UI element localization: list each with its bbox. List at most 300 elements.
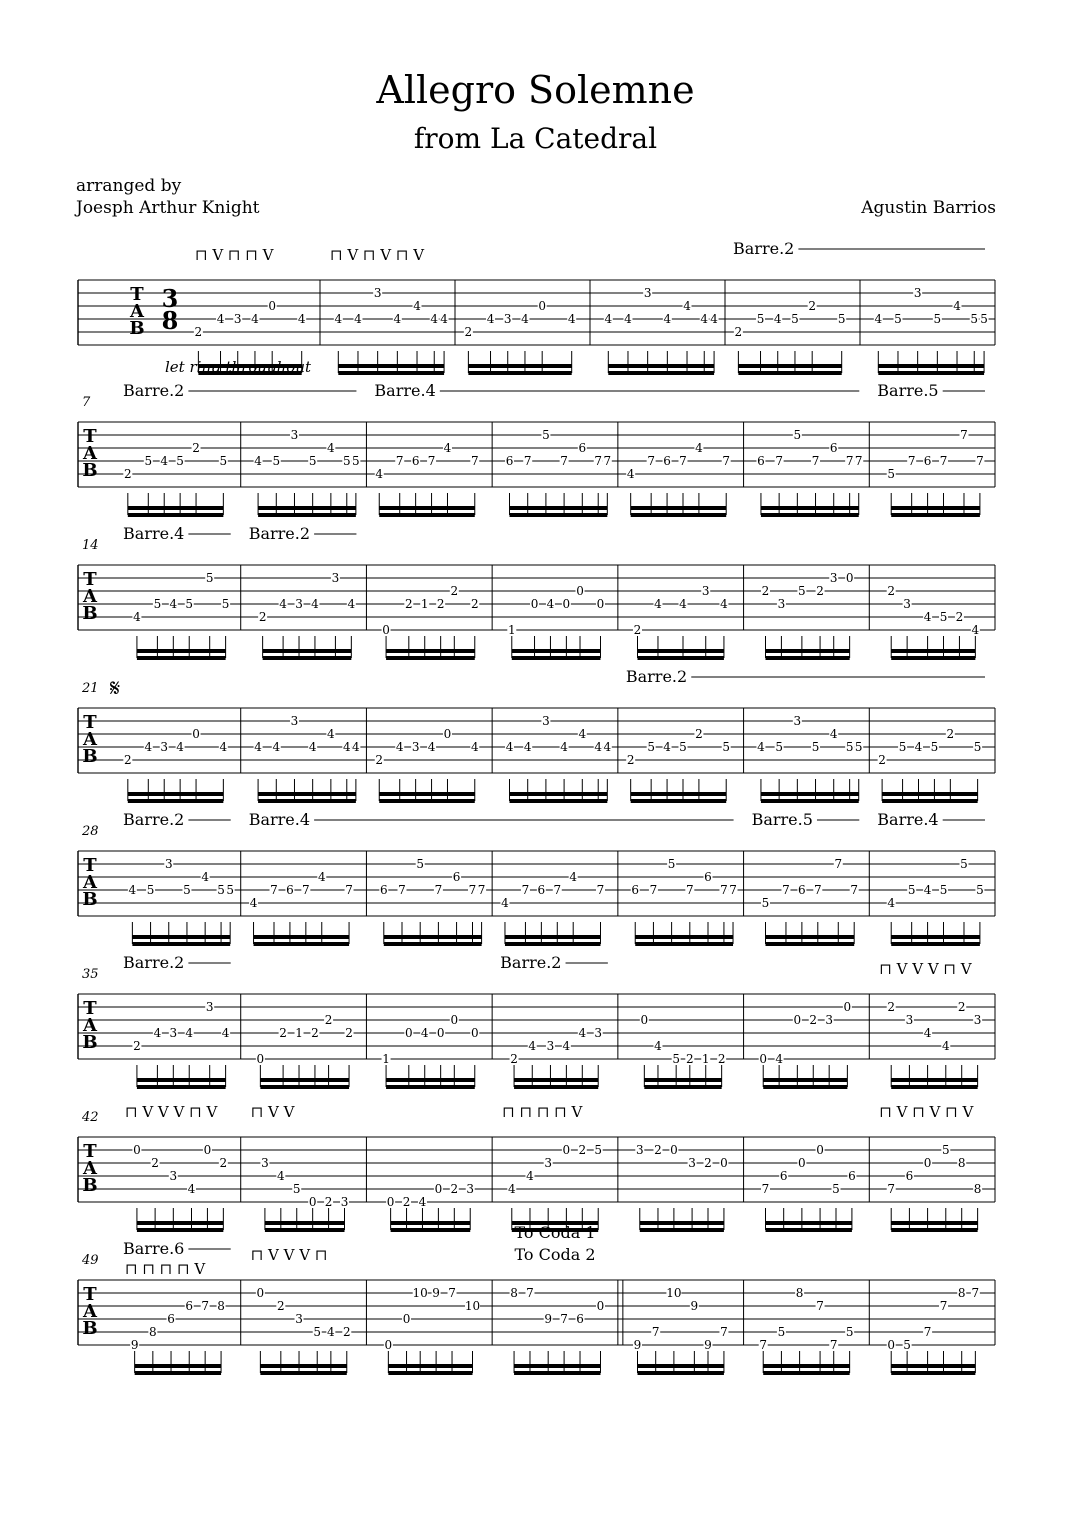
fret-number: 5 <box>793 428 802 442</box>
fret-number: 4 <box>626 467 635 481</box>
fret-number: 4 <box>695 441 703 455</box>
fret-number: 5 <box>416 857 425 871</box>
tab-clef-letter: A <box>83 586 97 607</box>
fret-number: 0 <box>798 1156 806 1170</box>
fret-number: 3 <box>825 1013 833 1027</box>
tab-measure <box>464 280 590 373</box>
tab-measure <box>878 708 995 801</box>
fret-number: 4 <box>773 312 782 326</box>
fret-number: 8 <box>217 1299 225 1313</box>
tab-measure <box>386 1137 492 1230</box>
fret-number: 1 <box>701 1052 710 1066</box>
fret-number: 5 <box>898 740 907 754</box>
barre-label: Barre.2 <box>123 381 185 400</box>
time-signature-top: 3 <box>161 284 179 313</box>
fret-number: 7 <box>603 454 612 468</box>
fret-number: 6 <box>576 1312 584 1326</box>
fret-number: 2 <box>761 584 770 598</box>
fret-number: 6 <box>578 441 587 455</box>
tab-measure <box>254 708 367 801</box>
measure-number: 35 <box>82 967 99 982</box>
tab-measure <box>125 1103 241 1230</box>
fret-number: 8 <box>973 1182 982 1196</box>
fret-number: 4 <box>413 299 421 313</box>
fret-number: 2 <box>654 1143 662 1157</box>
fret-number: 4 <box>354 312 362 326</box>
tab-measure <box>635 1137 743 1230</box>
fret-number: 0 <box>436 1026 445 1040</box>
fret-number: 5 <box>960 857 968 871</box>
fret-number: 2 <box>510 1052 518 1066</box>
fret-number: 4 <box>523 740 532 754</box>
fret-number: 4 <box>327 1325 335 1339</box>
fret-number: 3 <box>331 571 340 585</box>
tab-measure <box>759 1280 870 1373</box>
tab-measure <box>251 1103 367 1230</box>
tab-clef-letter: T <box>83 712 97 733</box>
tab-clef-letter: B <box>82 746 98 767</box>
tab-clef-letter: B <box>82 889 98 910</box>
fret-number: 10 <box>412 1286 428 1300</box>
fret-number: 7 <box>395 454 404 468</box>
tab-measure <box>604 280 725 373</box>
fret-number: 7 <box>685 883 694 897</box>
tab-measure <box>375 708 492 801</box>
fret-number: 7 <box>553 883 562 897</box>
fret-number: 4 <box>560 740 568 754</box>
fret-number: 7 <box>477 883 486 897</box>
fret-number: 5 <box>221 597 230 611</box>
tab-measure <box>631 851 744 944</box>
fret-number: 4 <box>144 740 153 754</box>
fret-number: 3 <box>594 1026 603 1040</box>
fret-number: 5 <box>176 454 184 468</box>
coda-marking: To Coda 1 <box>514 1223 596 1242</box>
barre-label: Barre.2 <box>500 953 562 972</box>
fret-number: 10 <box>464 1299 481 1313</box>
fret-number: 3 <box>373 286 382 300</box>
fret-number: 0 <box>268 299 277 313</box>
tab-measure <box>256 994 367 1087</box>
fret-number: 4 <box>775 1052 783 1066</box>
fret-number: 4 <box>710 312 718 326</box>
fret-number: 2 <box>219 1156 228 1170</box>
fret-number: 4 <box>874 312 883 326</box>
fret-number: 2 <box>704 1156 712 1170</box>
fret-number: 5 <box>756 312 765 326</box>
fret-number: 2 <box>734 325 743 339</box>
fret-number: 2 <box>192 441 200 455</box>
fret-number: 5 <box>672 1052 680 1066</box>
tab-measure <box>382 565 493 658</box>
fret-number: 4 <box>395 740 404 754</box>
fret-number: 9 <box>544 1312 552 1326</box>
fret-number: 0 <box>887 1338 896 1352</box>
tab-clef-letter: T <box>83 855 97 876</box>
fret-number: 7 <box>759 1338 768 1352</box>
fret-number: 2 <box>450 1182 459 1196</box>
barre-label: Barre.4 <box>374 381 436 400</box>
fret-number: 4 <box>128 883 137 897</box>
fret-number: 6 <box>757 454 765 468</box>
fret-number: 5 <box>907 883 916 897</box>
tab-clef-letter: A <box>83 872 97 893</box>
fret-number: 5 <box>292 1182 301 1196</box>
fret-number: 7 <box>907 454 916 468</box>
fret-number: 3 <box>643 286 652 300</box>
fret-number: 4 <box>603 740 612 754</box>
fret-number: 0 <box>256 1052 265 1066</box>
tab-clef-letter: T <box>83 426 97 447</box>
fret-number: 4 <box>153 1026 162 1040</box>
pick-stroke-marks: ⊓ V ⊓ V ⊓ V <box>330 246 425 264</box>
fret-number: 7 <box>434 883 443 897</box>
fret-number: 3 <box>233 312 242 326</box>
barre-label: Barre.2 <box>733 239 795 258</box>
fret-number: 6 <box>631 883 640 897</box>
fret-number: 5 <box>342 454 351 468</box>
fret-number: 6 <box>185 1299 194 1313</box>
fret-number: 4 <box>594 740 603 754</box>
fret-number: 7 <box>761 1182 770 1196</box>
fret-number: 4 <box>663 740 671 754</box>
fret-number: 5 <box>845 740 854 754</box>
fret-number: 4 <box>201 870 209 884</box>
fret-number: 7 <box>729 883 737 897</box>
fret-number: 7 <box>939 454 948 468</box>
tab-measure <box>379 851 492 944</box>
tab-measure <box>633 1280 744 1373</box>
fret-number: 5 <box>183 883 191 897</box>
fret-number: 9 <box>633 1338 642 1352</box>
tab-clef-letter: A <box>83 443 97 464</box>
barre-label: Barre.5 <box>751 810 813 829</box>
page-subtitle: from La Catedral <box>413 122 658 155</box>
fret-number: 7 <box>939 1299 948 1313</box>
fret-number: 3 <box>542 714 550 728</box>
fret-number: 4 <box>624 312 632 326</box>
fret-number: 4 <box>169 597 178 611</box>
tab-measure <box>505 708 618 801</box>
fret-number: 4 <box>567 312 576 326</box>
fret-number: 6 <box>779 1169 788 1183</box>
fret-number: 2 <box>626 753 635 767</box>
fret-number: 2 <box>957 1000 966 1014</box>
fret-number: 0 <box>203 1143 212 1157</box>
fret-number: 7 <box>649 883 658 897</box>
fret-number: 3 <box>688 1156 696 1170</box>
fret-number: 7 <box>560 1312 568 1326</box>
fret-number: 2 <box>279 1026 287 1040</box>
tab-measure <box>194 246 320 373</box>
fret-number: 4 <box>311 597 319 611</box>
barre-label: Barre.4 <box>877 810 939 829</box>
fret-number: 0 <box>845 571 854 585</box>
fret-number: 5 <box>939 610 948 624</box>
fret-number: 3 <box>290 714 299 728</box>
fret-number: 2 <box>878 753 886 767</box>
fret-number: 0 <box>443 727 452 741</box>
fret-number: 4 <box>418 1195 427 1209</box>
fret-number: 2 <box>717 1052 726 1066</box>
fret-number: 2 <box>404 597 413 611</box>
fret-number: 2 <box>809 1013 818 1027</box>
fret-number: 5 <box>845 1325 854 1339</box>
fret-number: 7 <box>596 883 605 897</box>
tab-clef-letter: T <box>83 1284 97 1305</box>
fret-number: 6 <box>905 1169 914 1183</box>
tab-system <box>78 524 995 658</box>
fret-number: 7 <box>923 1325 932 1339</box>
barre-label: Barre.2 <box>123 953 185 972</box>
fret-number: 7 <box>468 883 477 897</box>
fret-number: 10 <box>666 1286 682 1300</box>
fret-number: 2 <box>450 584 459 598</box>
fret-number: 5 <box>647 740 655 754</box>
fret-number: 7 <box>829 1338 838 1352</box>
fret-number: 0 <box>404 1026 413 1040</box>
fret-number: 2 <box>887 584 896 598</box>
tab-clef-letter: B <box>129 318 145 339</box>
fret-number: 2 <box>685 1052 694 1066</box>
fret-number: 5 <box>308 454 317 468</box>
tab-measure <box>626 422 743 515</box>
fret-number: 5 <box>272 454 281 468</box>
fret-number: 3 <box>290 428 299 442</box>
fret-number: 2 <box>124 467 132 481</box>
tab-clef-letter: A <box>83 1015 97 1036</box>
fret-number: 5 <box>798 584 806 598</box>
tab-system <box>78 953 995 1087</box>
fret-number: 0 <box>816 1143 824 1157</box>
fret-number: 6 <box>537 883 546 897</box>
fret-number: 4 <box>279 597 287 611</box>
fret-number: 4 <box>700 312 709 326</box>
tab-measure <box>123 708 240 801</box>
fret-number: 7 <box>302 883 310 897</box>
fret-number: 3 <box>340 1195 349 1209</box>
fret-number: 4 <box>683 299 691 313</box>
fret-number: 4 <box>507 1182 516 1196</box>
tab-clef-letter: A <box>130 301 144 322</box>
fret-number: 1 <box>420 597 429 611</box>
fret-number: 0 <box>596 597 605 611</box>
fret-number: 3 <box>466 1182 475 1196</box>
fret-number: 2 <box>311 1026 319 1040</box>
barre-label: Barre.4 <box>248 810 311 829</box>
measure-number: 14 <box>82 538 99 553</box>
tab-measure <box>510 1223 623 1373</box>
fret-number: 4 <box>521 312 529 326</box>
fret-number: 3 <box>544 1156 552 1170</box>
fret-number: 7 <box>560 454 568 468</box>
fret-number: 3 <box>169 1169 178 1183</box>
time-signature-bottom: 8 <box>161 306 179 335</box>
fret-number: 3 <box>913 286 922 300</box>
fret-number: 2 <box>194 325 203 339</box>
fret-number: 3 <box>829 571 838 585</box>
fret-number: 3 <box>160 740 169 754</box>
fret-number: 7 <box>720 883 728 897</box>
fret-number: 5 <box>976 883 984 897</box>
fret-number: 5 <box>832 1182 840 1196</box>
segno-sign: 𝄋 <box>109 674 121 702</box>
fret-number: 4 <box>160 454 169 468</box>
tab-measure <box>330 246 455 373</box>
fret-number: 5 <box>930 740 939 754</box>
fret-number: 3 <box>635 1143 644 1157</box>
tab-measure <box>633 565 744 658</box>
fret-number: 4 <box>528 1039 537 1053</box>
fret-number: 3 <box>973 1013 982 1027</box>
fret-number: 4 <box>569 870 578 884</box>
fret-number: 4 <box>923 610 932 624</box>
fret-number: 4 <box>562 1039 571 1053</box>
fret-number: 4 <box>953 299 961 313</box>
fret-number: 0 <box>562 597 571 611</box>
fret-number: 4 <box>914 740 923 754</box>
fret-number: 2 <box>464 325 473 339</box>
fret-number: 7 <box>782 883 790 897</box>
fret-number: 9 <box>704 1338 712 1352</box>
fret-number: 4 <box>887 896 896 910</box>
barre-label: Barre.6 <box>123 1239 185 1258</box>
pick-stroke-marks: ⊓ V ⊓ ⊓ V <box>195 246 274 264</box>
fret-number: 7 <box>651 1325 660 1339</box>
fret-number: 7 <box>976 454 984 468</box>
fret-number: 5 <box>973 740 982 754</box>
fret-number: 4 <box>297 312 306 326</box>
fret-number: 0 <box>576 584 584 598</box>
fret-number: 0 <box>450 1013 459 1027</box>
fret-number: 0 <box>596 1299 605 1313</box>
tab-system <box>78 810 995 944</box>
fret-number: 4 <box>249 896 258 910</box>
fret-number: 6 <box>829 441 838 455</box>
tab-system <box>78 381 995 515</box>
tab-system <box>78 239 995 376</box>
fret-number: 0 <box>640 1013 649 1027</box>
fret-number: 3 <box>546 1039 555 1053</box>
fret-number: 7 <box>887 1182 896 1196</box>
fret-number: 0 <box>923 1156 932 1170</box>
fret-number: 6 <box>663 454 671 468</box>
fret-number: 4 <box>219 740 228 754</box>
fret-number: 0 <box>192 727 200 741</box>
fret-number: 4 <box>923 1026 932 1040</box>
fret-number: 5 <box>837 312 846 326</box>
fret-number: 4 <box>578 1026 587 1040</box>
fret-number: 4 <box>971 623 980 637</box>
tab-system <box>78 667 995 801</box>
measure-number: 21 <box>82 681 99 696</box>
fret-number: 5 <box>933 312 942 326</box>
fret-number: 7 <box>813 883 822 897</box>
fret-number: 0 <box>793 1013 802 1027</box>
fret-number: 4 <box>393 312 402 326</box>
tab-measure <box>874 280 995 373</box>
fret-number: 2 <box>887 1000 896 1014</box>
fret-number: 7 <box>854 454 863 468</box>
fret-number: 6 <box>452 870 461 884</box>
fret-number: 0 <box>530 597 539 611</box>
fret-number: 7 <box>270 883 278 897</box>
tab-system <box>78 1223 995 1373</box>
fret-number: 4 <box>526 1169 534 1183</box>
tab-measure <box>254 422 367 515</box>
fret-number: 4 <box>254 454 262 468</box>
arranger-name: Joesph Arthur Knight <box>76 198 260 218</box>
fret-number: 0 <box>434 1182 443 1196</box>
fret-number: 5 <box>854 740 863 754</box>
fret-number: 8 <box>957 1286 966 1300</box>
fret-number: 4 <box>254 740 262 754</box>
fret-number: 9 <box>432 1286 440 1300</box>
fret-number: 2 <box>808 299 817 313</box>
tab-measure <box>251 1246 367 1373</box>
measure-number: 49 <box>82 1253 99 1268</box>
fret-number: 9 <box>130 1338 139 1352</box>
fret-number: 3 <box>169 1026 178 1040</box>
tab-clef-letter: T <box>130 284 144 305</box>
fret-number: 4 <box>546 597 555 611</box>
fret-number: 2 <box>324 1195 333 1209</box>
fret-number: 5 <box>352 454 360 468</box>
fret-number: 6 <box>798 883 806 897</box>
tab-measure <box>759 994 870 1087</box>
tab-measure <box>761 565 869 658</box>
fret-number: 0 <box>382 623 390 637</box>
fret-number: 7 <box>427 454 436 468</box>
fret-number: 6 <box>167 1312 175 1326</box>
fret-number: 3 <box>295 1312 303 1326</box>
fret-number: 2 <box>436 597 445 611</box>
fret-number: 0 <box>538 299 547 313</box>
pick-stroke-marks: ⊓ V V V ⊓ V <box>125 1103 218 1121</box>
fret-number: 4 <box>443 441 452 455</box>
fret-number: 1 <box>507 623 516 637</box>
tab-measure <box>640 994 744 1087</box>
fret-number: 5 <box>722 740 731 754</box>
fret-number: 4 <box>272 740 281 754</box>
fret-number: 3 <box>777 597 786 611</box>
fret-number: 4 <box>317 870 326 884</box>
measure-number: 7 <box>82 395 91 410</box>
let-ring-instruction: let ring throughout <box>165 358 312 376</box>
fret-number: 4 <box>334 312 343 326</box>
fret-number: 2 <box>402 1195 411 1209</box>
fret-number: 4 <box>923 883 932 897</box>
fret-number: 6 <box>505 454 514 468</box>
fret-number: 4 <box>221 1026 230 1040</box>
fret-number: 5 <box>761 896 770 910</box>
fret-number: 0 <box>562 1143 571 1157</box>
fret-number: 2 <box>578 1143 587 1157</box>
fret-number: 4 <box>277 1169 285 1183</box>
page-title: Allegro Solemne <box>376 68 695 112</box>
fret-number: 0 <box>843 1000 852 1014</box>
fret-number: 0 <box>386 1195 395 1209</box>
fret-number: 6 <box>704 870 712 884</box>
fret-number: 2 <box>695 727 703 741</box>
fret-number: 5 <box>903 1338 911 1352</box>
fret-number: 7 <box>850 883 859 897</box>
fret-number: 4 <box>176 740 184 754</box>
fret-number: 5 <box>594 1143 603 1157</box>
barre-label: Barre.5 <box>877 381 939 400</box>
tab-clef-letter: T <box>83 998 97 1019</box>
fret-number: 3 <box>905 1013 914 1027</box>
